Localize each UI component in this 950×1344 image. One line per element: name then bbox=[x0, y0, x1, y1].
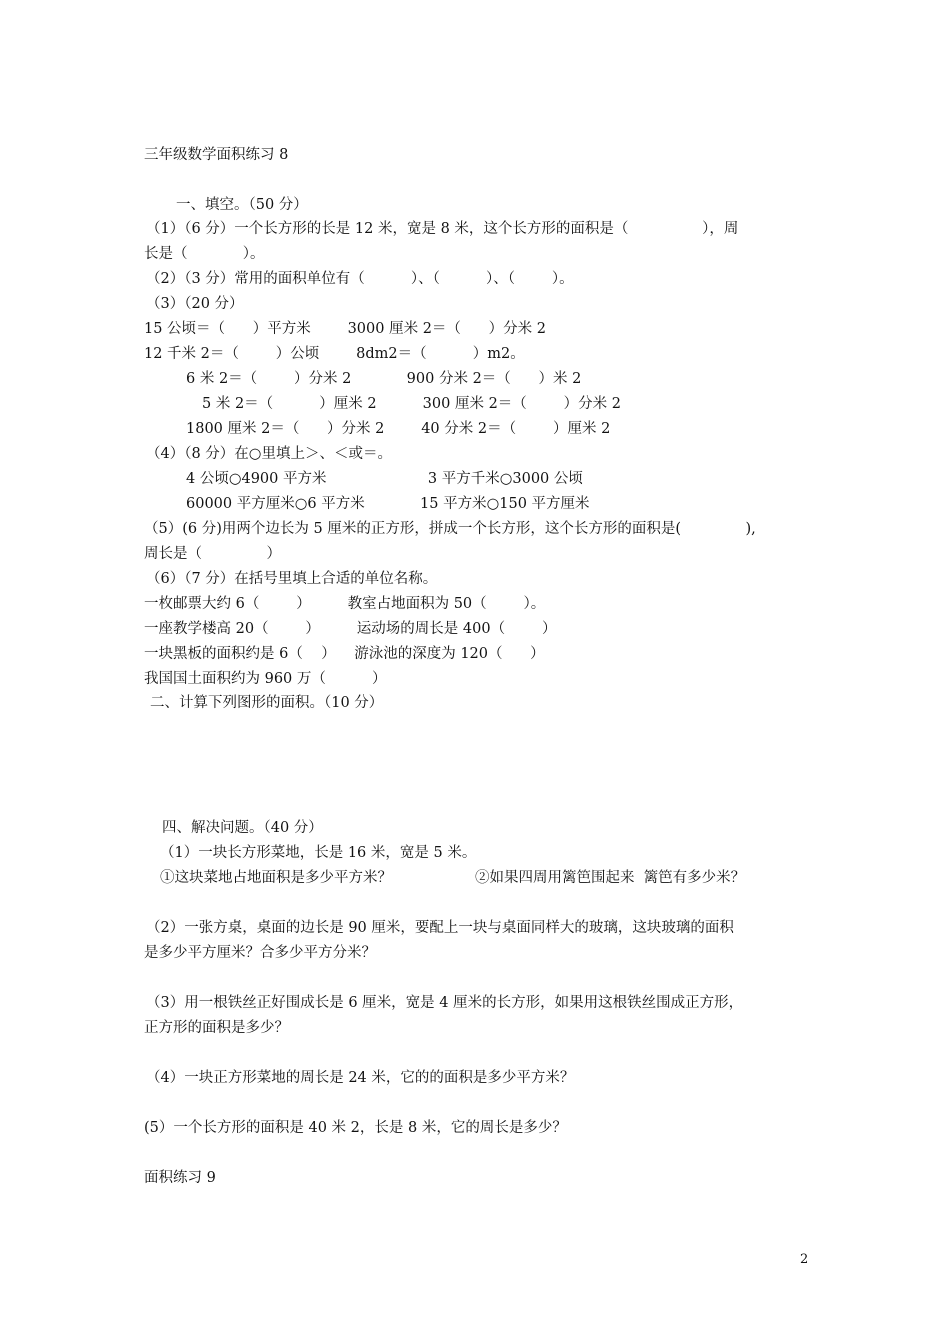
question-5-line-2: 周长是（ ） bbox=[144, 546, 282, 562]
conversion-row-1: 15 公顷＝（ ）平方米 3000 厘米 2＝（ ）分米 2 bbox=[144, 321, 546, 337]
section-1-heading: 一、填空。（50 分） bbox=[176, 197, 308, 213]
unit-row-4: 我国国土面积约为 960 万（ ） bbox=[144, 671, 387, 687]
problem-5: (5）一个长方形的面积是 40 米 2，长是 8 米，它的周长是多少？ bbox=[144, 1120, 567, 1136]
problem-2-line-2: 是多少平方厘米？合多少平方分米？ bbox=[144, 945, 376, 961]
conversion-row-3: 6 米 2＝（ ）分米 2 900 分米 2＝（ ）米 2 bbox=[186, 371, 582, 387]
unit-row-3: 一块黑板的面积约是 6（ ） 游泳池的深度为 120（ ） bbox=[144, 646, 545, 662]
conversion-row-2: 12 千米 2＝（ ）公顷 8dm2＝（ ）m2。 bbox=[144, 346, 525, 362]
question-1-line-1: （1）（6 分）一个长方形的长是 12 米，宽是 8 米，这个长方形的面积是（ ），周 bbox=[146, 221, 739, 237]
problem-2-line-1: （2）一张方桌，桌面的边长是 90 厘米，要配上一块与桌面同样大的玻璃，这块玻璃的面积 bbox=[146, 920, 734, 936]
question-4-heading: （4）（8 分）在○里填上＞、＜或＝。 bbox=[146, 446, 392, 462]
next-exercise-title: 面积练习 9 bbox=[144, 1170, 216, 1186]
section-4-heading: 四、解决问题。（40 分） bbox=[162, 820, 323, 836]
compare-row-1: 4 公顷○4900 平方米 3 平方千米○3000 公顷 bbox=[186, 471, 583, 487]
question-3-heading: （3）（20 分） bbox=[146, 296, 244, 312]
compare-row-2: 60000 平方厘米○6 平方米 15 平方米○150 平方厘米 bbox=[186, 496, 590, 512]
section-2-heading: 二、计算下列图形的面积。（10 分） bbox=[150, 695, 384, 711]
problem-3-line-2: 正方形的面积是多少？ bbox=[144, 1020, 289, 1036]
conversion-row-4: 5 米 2＝（ ）厘米 2 300 厘米 2＝（ ）分米 2 bbox=[202, 396, 622, 412]
question-5-line-1: （5）(6 分)用两个边长为 5 厘米的正方形，拼成一个长方形，这个长方形的面积是( ), bbox=[144, 521, 756, 537]
problem-1: （1）一块长方形菜地，长是 16 米，宽是 5 米。 bbox=[160, 845, 477, 861]
unit-row-1: 一枚邮票大约 6（ ） 教室占地面积为 50（ ）。 bbox=[144, 596, 546, 612]
question-1-line-2: 长是（ ）。 bbox=[144, 246, 265, 262]
unit-row-2: 一座教学楼高 20（ ） 运动场的周长是 400（ ） bbox=[144, 621, 557, 637]
question-2: （2）（3 分）常用的面积单位有（ ）、（ ）、（ ）。 bbox=[146, 271, 574, 287]
problem-3-line-1: （3）用一根铁丝正好围成长是 6 厘米，宽是 4 厘米的长方形，如果用这根铁丝围成正方形， bbox=[146, 995, 744, 1011]
problem-4: （4）一块正方形菜地的周长是 24 米，它的的面积是多少平方米？ bbox=[146, 1070, 575, 1086]
page-title: 三年级数学面积练习 8 bbox=[144, 147, 289, 163]
question-6-heading: （6）（7 分）在括号里填上合适的单位名称。 bbox=[146, 571, 438, 587]
conversion-row-5: 1800 厘米 2＝（ ）分米 2 40 分米 2＝（ ）厘米 2 bbox=[186, 421, 611, 437]
page-number: 2 bbox=[800, 1252, 809, 1267]
problem-1-subquestions: ①这块菜地占地面积是多少平方米？ ②如果四周用篱笆围起来 篱笆有多少米？ bbox=[160, 870, 746, 886]
